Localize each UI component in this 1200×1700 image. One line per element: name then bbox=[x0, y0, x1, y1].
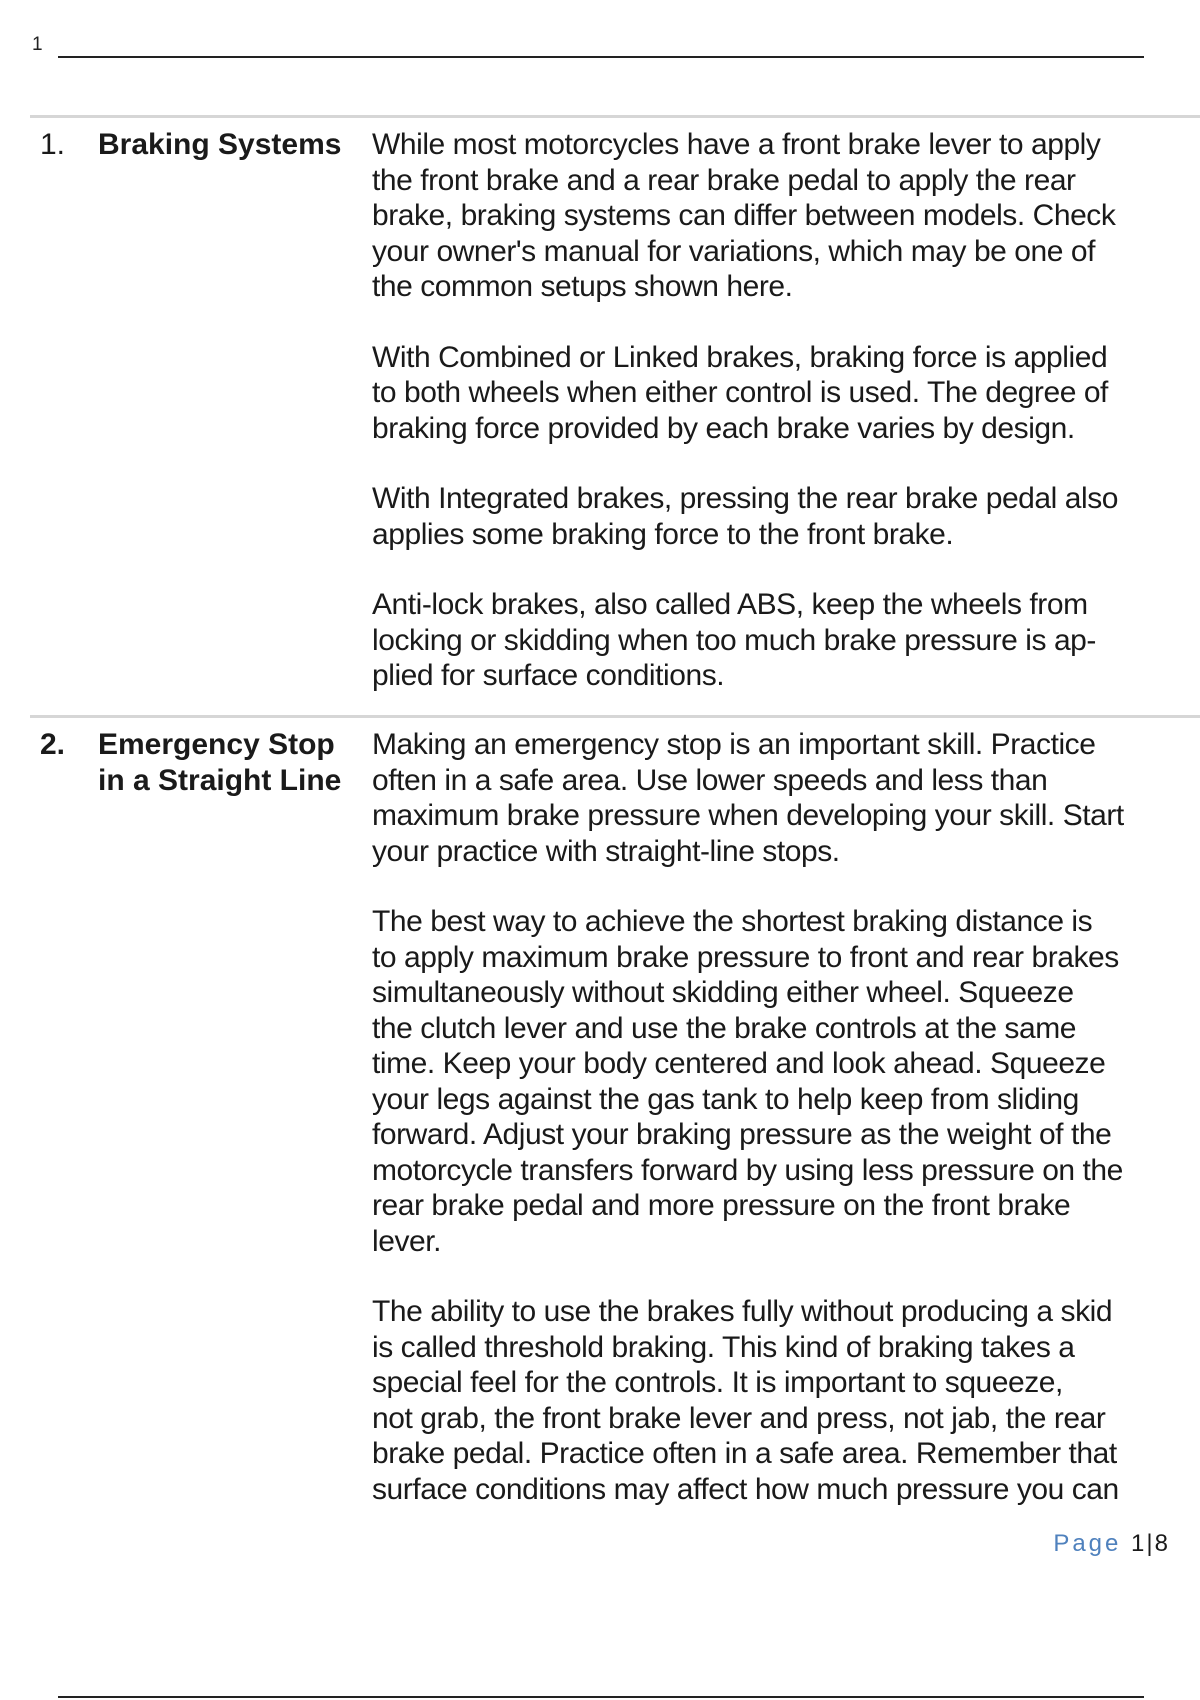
footer-rule bbox=[58, 1696, 1144, 1698]
header-rule bbox=[58, 56, 1144, 58]
section-divider bbox=[30, 715, 1200, 718]
page-separator: | bbox=[1146, 1530, 1153, 1557]
section-divider bbox=[30, 115, 1200, 118]
paragraph: With Integrated brakes, pressing the rear brake pedal also applies some braking force to the front brake. bbox=[372, 482, 1118, 551]
paragraph: Anti-lock brakes, also called ABS, keep the wheels from locking or skidding when too much brake pressure is ap- plied for surface conditions. bbox=[372, 588, 1096, 692]
paragraph: While most motorcycles have a front brake lever to apply the front brake and a rear brake pedal to apply the rear brake, braking systems can differ between models. Check your owner's manual for variations, which may be one of the common setups shown here. bbox=[372, 128, 1116, 303]
paragraph: The ability to use the brakes fully without producing a skid is called threshold braking. This kind of braking takes a special feel for the controls. It is important to squeeze, not grab, the front brake lever and press, not jab, the rear brake pedal. Practice often in a safe area. Remember that surface conditions may affect how much pressure you can bbox=[372, 1295, 1119, 1506]
section-number: 2. bbox=[40, 728, 66, 761]
paragraph: Making an emergency stop is an important skill. Practice often in a safe area. Use lower speeds and less than maximum brake pressure when developing your skill. Start your practice with straight-line stops. bbox=[372, 728, 1124, 868]
paragraph: The best way to achieve the shortest braking distance is to apply maximum brake pressure to front and rear brakes simultaneously without skidding either wheel. Squeeze the clutch lever and use the brake controls at the same time. Keep your body centered and look ahead. Squeeze your legs against the gas tank to help keep from sliding forward. Adjust your braking pressure as the weight of the motorcycle transfers forward by using less pressure on the rear brake pedal and more pressure on the front brake lever. bbox=[372, 905, 1123, 1258]
current-page: 1 bbox=[1131, 1530, 1145, 1557]
page-footer bbox=[1053, 1530, 1168, 1558]
section-body bbox=[372, 727, 1188, 1542]
section-title: Braking Systems bbox=[98, 128, 342, 161]
section-body bbox=[372, 127, 1188, 729]
section-title: Emergency Stop in a Straight Line bbox=[98, 728, 342, 797]
total-pages: 8 bbox=[1154, 1530, 1168, 1557]
paragraph: With Combined or Linked brakes, braking force is applied to both wheels when either control is used. The degree of braking force provided by each brake varies by design. bbox=[372, 340, 1108, 445]
section-number: 1. bbox=[40, 128, 66, 161]
header-page-number: 1 bbox=[32, 34, 43, 55]
page-label: Page bbox=[1053, 1530, 1122, 1557]
